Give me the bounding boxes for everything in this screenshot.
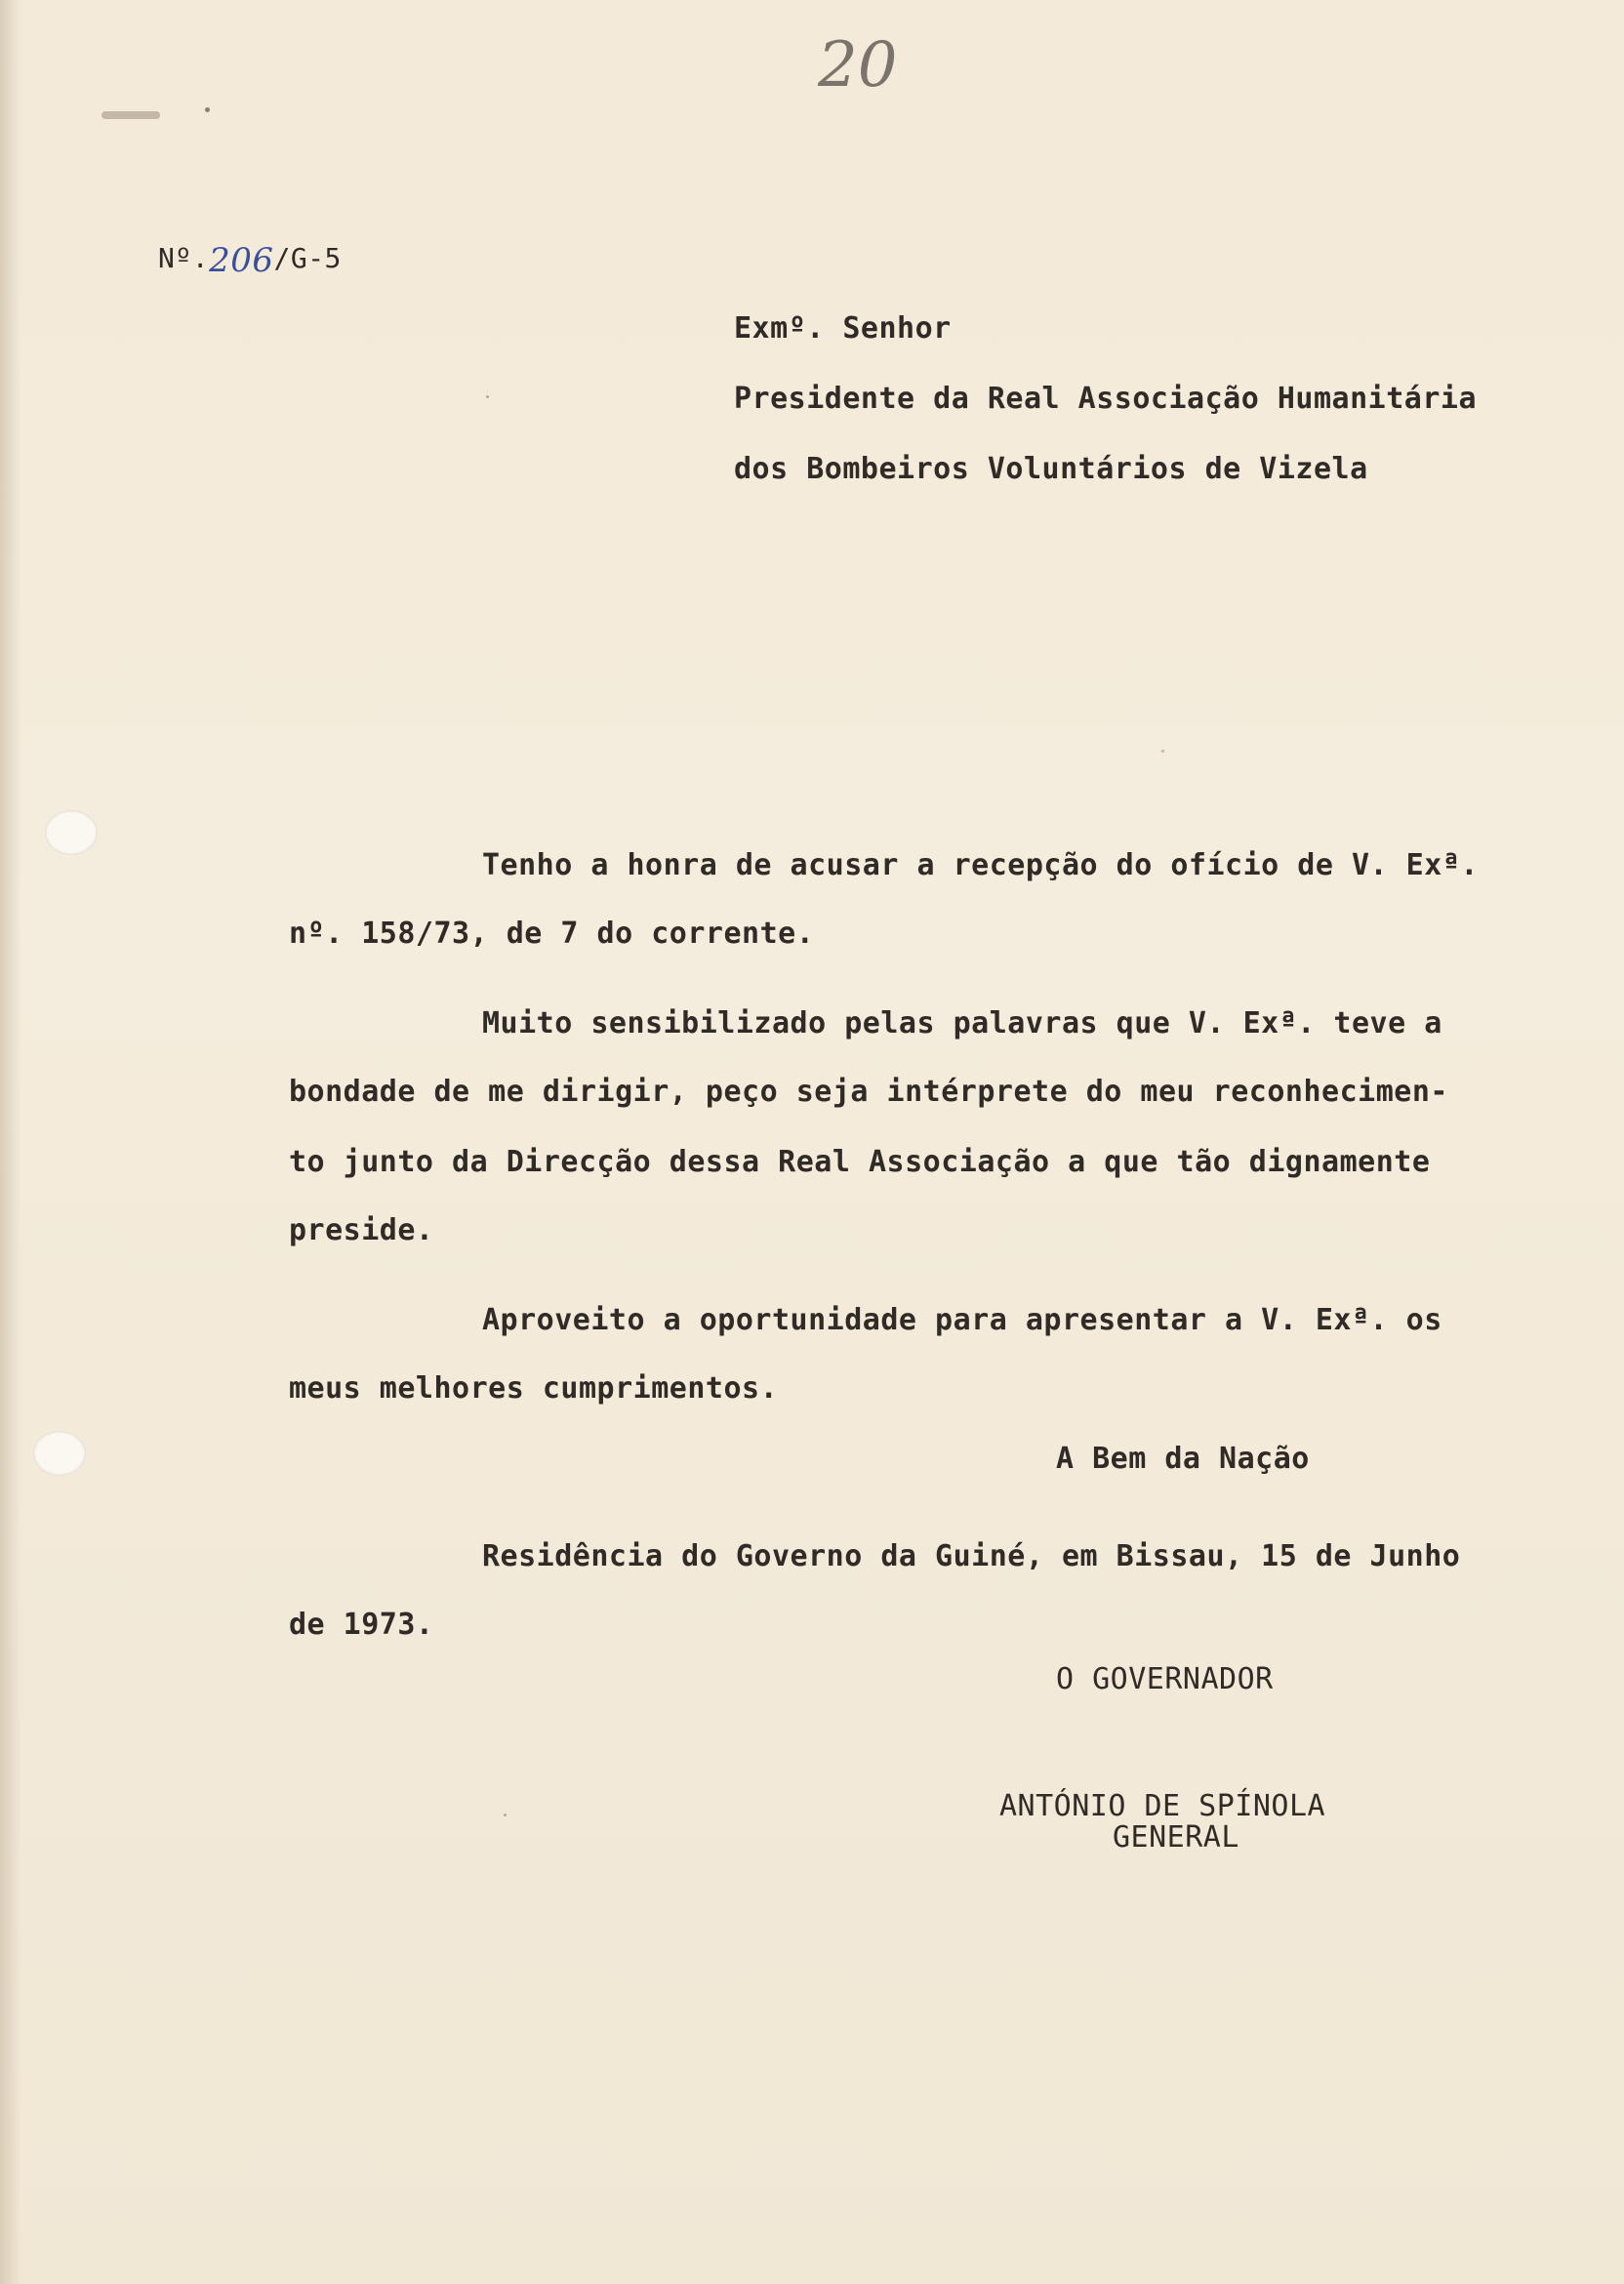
ink-speck [205,107,210,112]
place-date-line: de 1973. [289,1608,434,1642]
signatory-name: ANTÓNIO DE SPÍNOLA [999,1789,1326,1823]
ink-speck [504,1814,507,1816]
body-line: nº. 158/73, de 7 do corrente. [289,917,815,951]
addressee-line-2: dos Bombeiros Voluntários de Vizela [734,452,1368,486]
salutation: Exmº. Senhor [734,311,952,346]
closing-motto: A Bem da Nação [1056,1442,1310,1476]
body-line: bondade de me dirigir, peço seja intérprete do meu reconhecimen- [289,1075,1448,1109]
reference-handwritten-number: 206 [209,241,274,280]
body-line: Muito sensibilizado pelas palavras que V. Exª. teve a [482,1006,1442,1040]
signatory-rank: GENERAL [1113,1820,1239,1855]
signatory-role: O GOVERNADOR [1056,1662,1274,1696]
body-line: to junto da Direcção dessa Real Associação a que tão dignamente [289,1145,1431,1179]
body-line: meus melhores cumprimentos. [289,1371,779,1406]
page-number: 20 [818,29,898,102]
reference-suffix: /G-5 [273,242,342,274]
body-line: Aproveito a oportunidade para apresentar a V. Exª. os [482,1303,1442,1337]
body-line: Tenho a honra de acusar a recepção do ofício de V. Exª. [482,848,1479,882]
body-line: preside. [289,1213,434,1247]
punch-hole-upper [45,810,98,855]
reference-prefix: Nº. [158,242,210,274]
place-date-line: Residência do Governo da Guiné, em Bissau, 15 de Junho [482,1539,1461,1573]
ink-speck [1161,750,1164,753]
ink-speck [486,395,489,398]
addressee-line-1: Presidente da Real Associação Humanitária [734,382,1478,416]
punch-hole-lower [33,1431,86,1476]
reference-number [158,240,342,280]
ink-smudge [102,111,160,119]
